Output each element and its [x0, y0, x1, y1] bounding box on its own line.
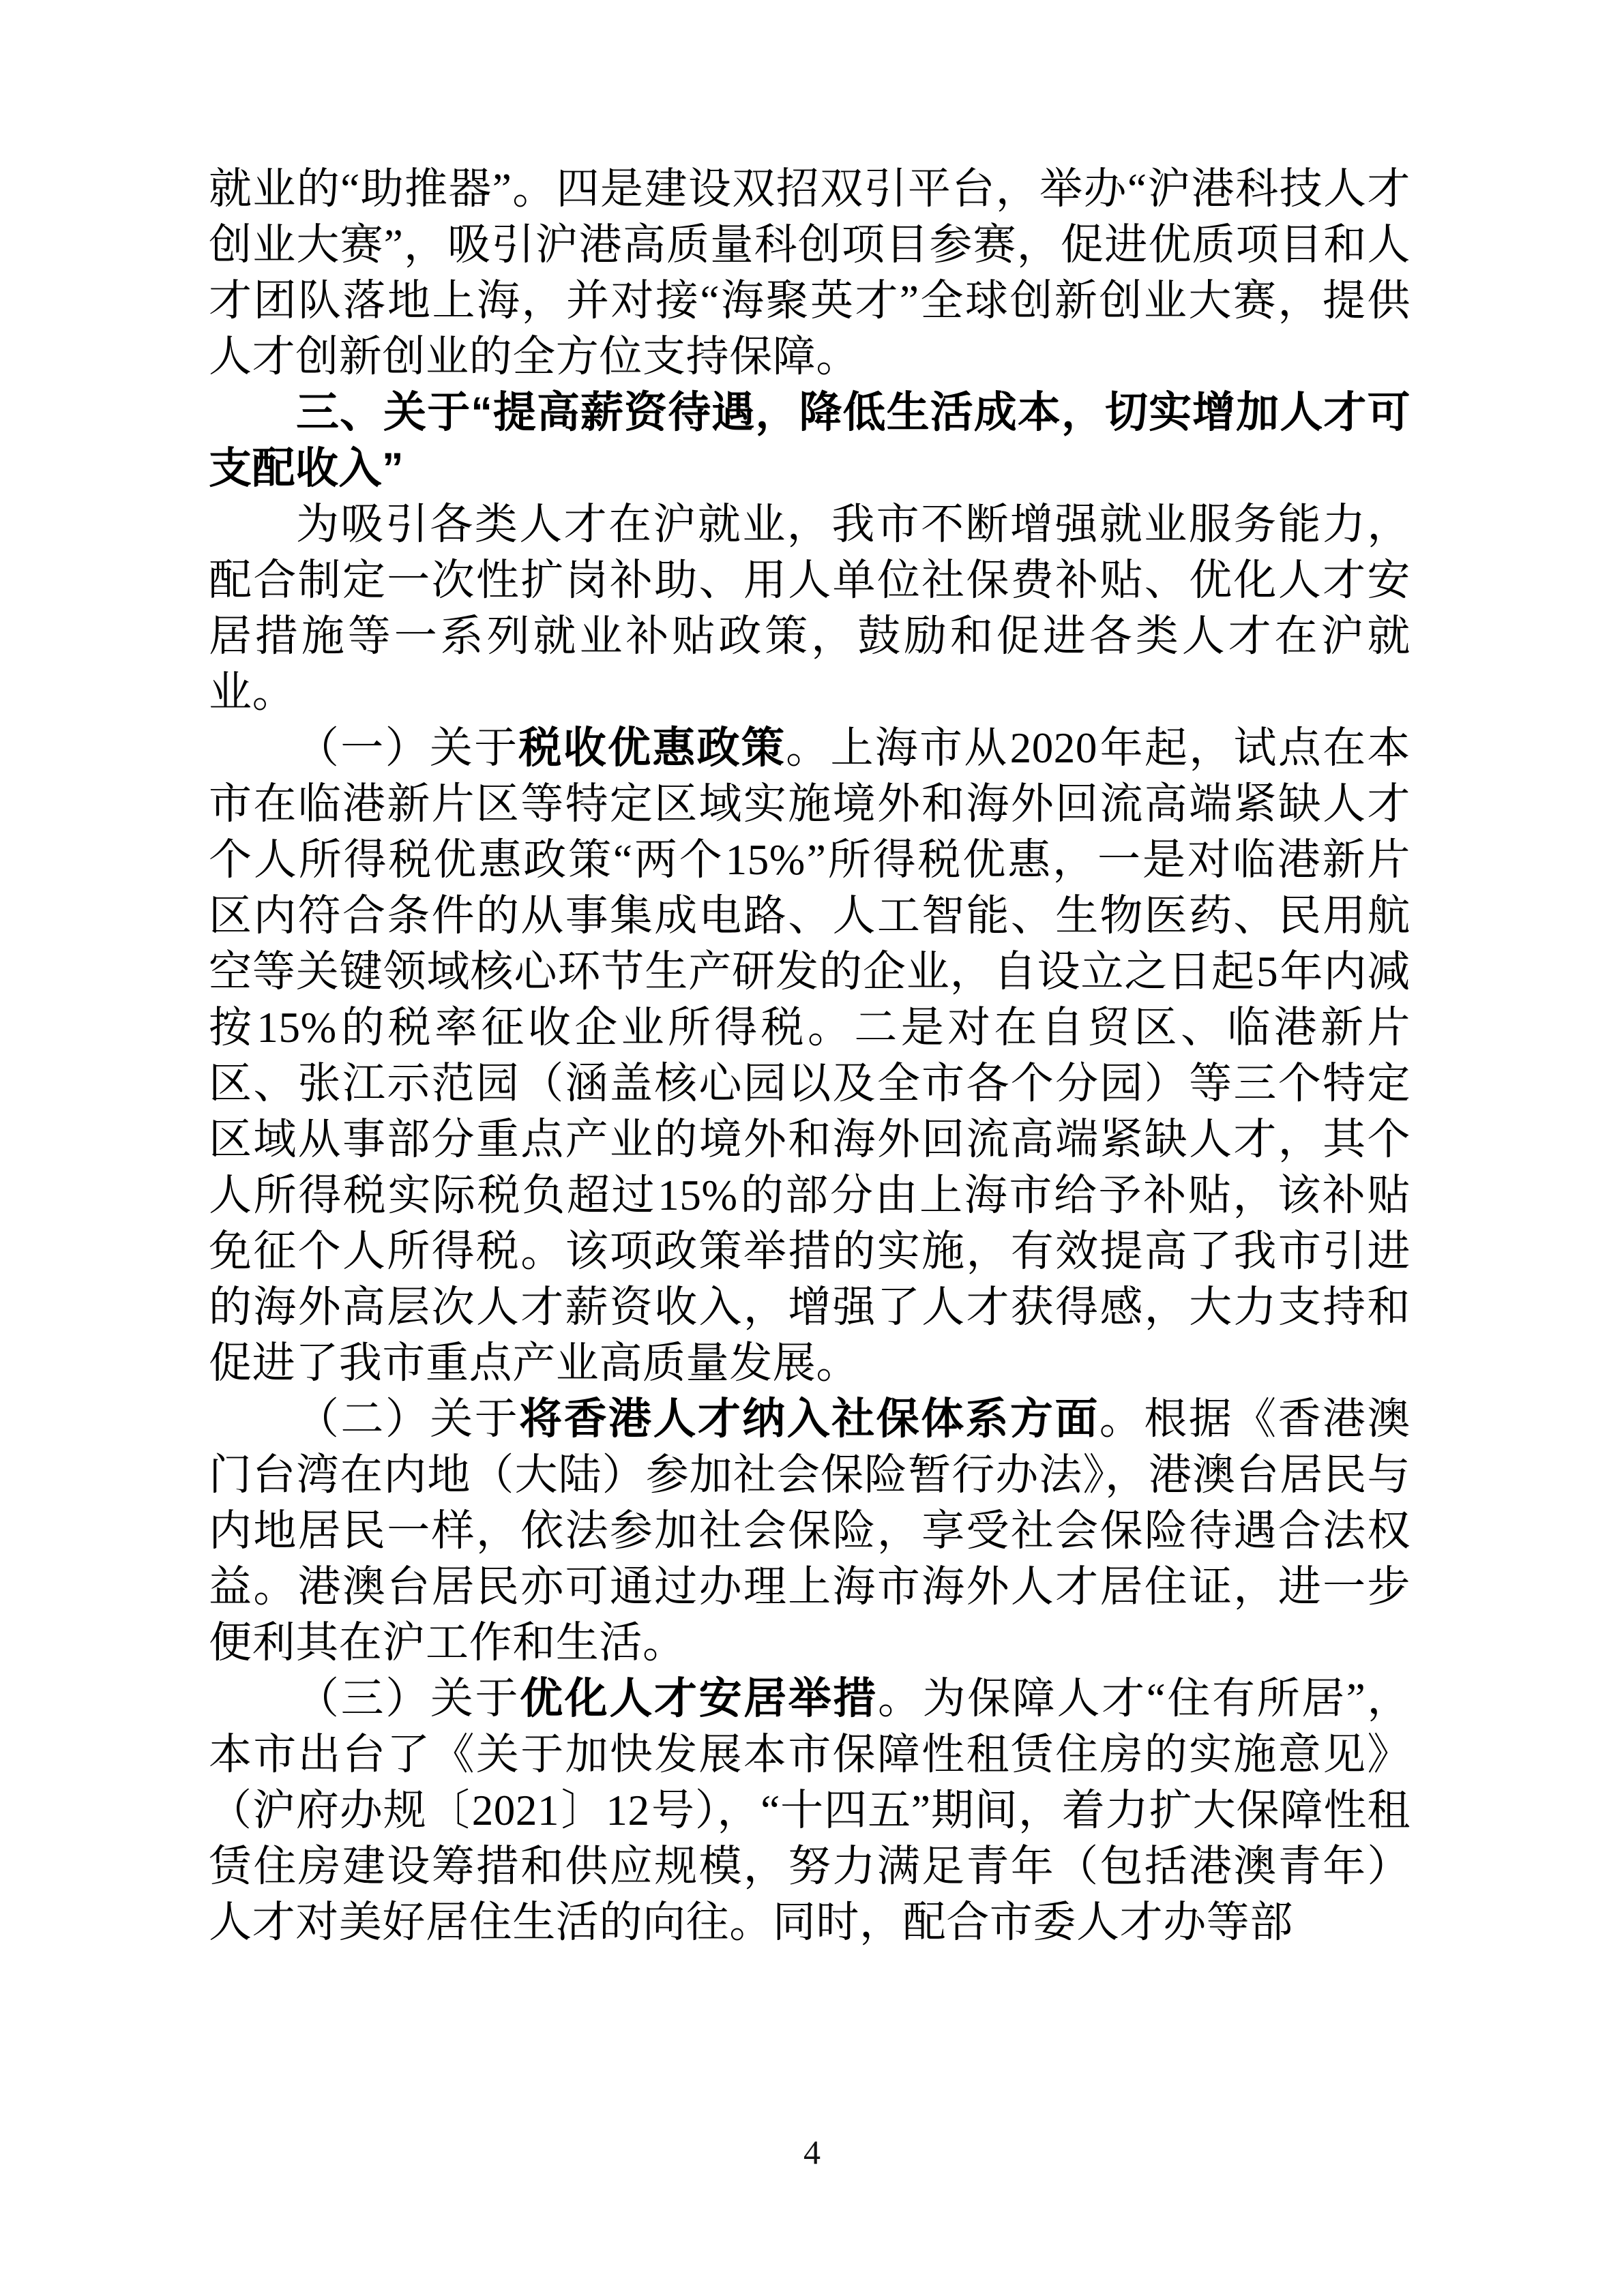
- item-one-body-a: 。上海市从: [786, 724, 1009, 772]
- paragraph-item-three: [209, 1671, 1411, 1950]
- paragraph-carryover: 就业的“助推器”。四是建设双招双引平台，举办“沪港科技人才创业大赛”，吸引沪港高质量科创项目参赛，促进优质项目和人才团队落地上海，并对接“海聚英才”全球创新创业大赛，提供人才创新创业的全方位支持保障。: [209, 165, 1411, 381]
- item-two-body-a: 。根据《香港澳门台湾在内地（大陆）参加社会保险暂行办法》，港澳台居民与内地居民一样，依法参加社会保险，享受社会保险待遇合法权益。港澳台居民亦可通过办理上海市海外人才居住证，进一步便利其在沪工作和生活。: [209, 1395, 1411, 1667]
- paragraph-item-two: [209, 1391, 1411, 1671]
- item-one-body-c: ”所得税优惠，一是对临港新片区内符合条件的从事集成电路、人工智能、生物医药、民用航空等关键领域核心环节生产研发的企业，自设立之日起: [209, 836, 1411, 996]
- item-two-lead: 将香港人才纳入社保体系方面: [519, 1395, 1099, 1443]
- item-one-rate-1: 15%: [725, 836, 806, 884]
- item-three-body-b: 〕: [561, 1787, 605, 1834]
- item-three-body-a: 。为保障人才“住有所居”，本市出台了《关于加快发展本市保障性租赁住房的实施意见》（沪府办规〔: [209, 1675, 1411, 1834]
- item-one-rate-3: 15%: [658, 1172, 738, 1219]
- item-three-doc-year: 2021: [471, 1787, 560, 1834]
- item-one-rate-2: 15%: [256, 1004, 337, 1052]
- item-one-lead: 税收优惠政策: [518, 724, 786, 772]
- item-one-years-5: 5: [1256, 948, 1279, 996]
- item-three-doc-no: 12: [606, 1787, 650, 1834]
- paragraph-item-one: [209, 720, 1411, 1391]
- page-number: 4: [803, 2133, 821, 2171]
- item-one-body-b: 年起，试点在本市在临港新片区等特定区域实施境外和海外回流高端紧缺人才个人所得税优惠政策“两个: [209, 724, 1411, 884]
- item-three-lead: 优化人才安居举措: [520, 1675, 879, 1723]
- item-one-year: 2020: [1009, 724, 1097, 772]
- item-one-body-f: 的部分由上海市给予补贴，该补贴免征个人所得税。该项政策举措的实施，有效提高了我市引进的海外高层次人才薪资收入，增强了人才获得感，大力支持和促进了我市重点产业高质量发展。: [209, 1172, 1411, 1387]
- section-heading-three: 三、关于“提高薪资待遇，降低生活成本，切实增加人才可支配收入”: [209, 389, 1411, 492]
- item-one-marker: （一）关于: [296, 724, 519, 772]
- item-two-marker: （二）关于: [296, 1395, 520, 1443]
- text-column: [209, 161, 1411, 1950]
- item-three-body-c: 号），“十四五”期间，着力扩大保障性租赁住房建设筹措和供应规模，努力满足青年（包括港澳青年）人才对美好居住生活的向往。同时，配合市委人才办等部: [209, 1787, 1411, 1946]
- item-one-body-e: 的税率征收企业所得税。二是对在自贸区、临港新片区、张江示范园（涵盖核心园以及全市各个分园）等三个特定区域从事部分重点产业的境外和海外回流高端紧缺人才，其个人所得税实际税负超过: [209, 1004, 1411, 1219]
- item-one-body-d: 年内减按: [209, 948, 1411, 1052]
- item-three-marker: （三）关于: [296, 1675, 520, 1723]
- paragraph-intro: 为吸引各类人才在沪就业，我市不断增强就业服务能力，配合制定一次性扩岗补助、用人单位社保费补贴、优化人才安居措施等一系列就业补贴政策，鼓励和促进各类人才在沪就业。: [209, 501, 1411, 716]
